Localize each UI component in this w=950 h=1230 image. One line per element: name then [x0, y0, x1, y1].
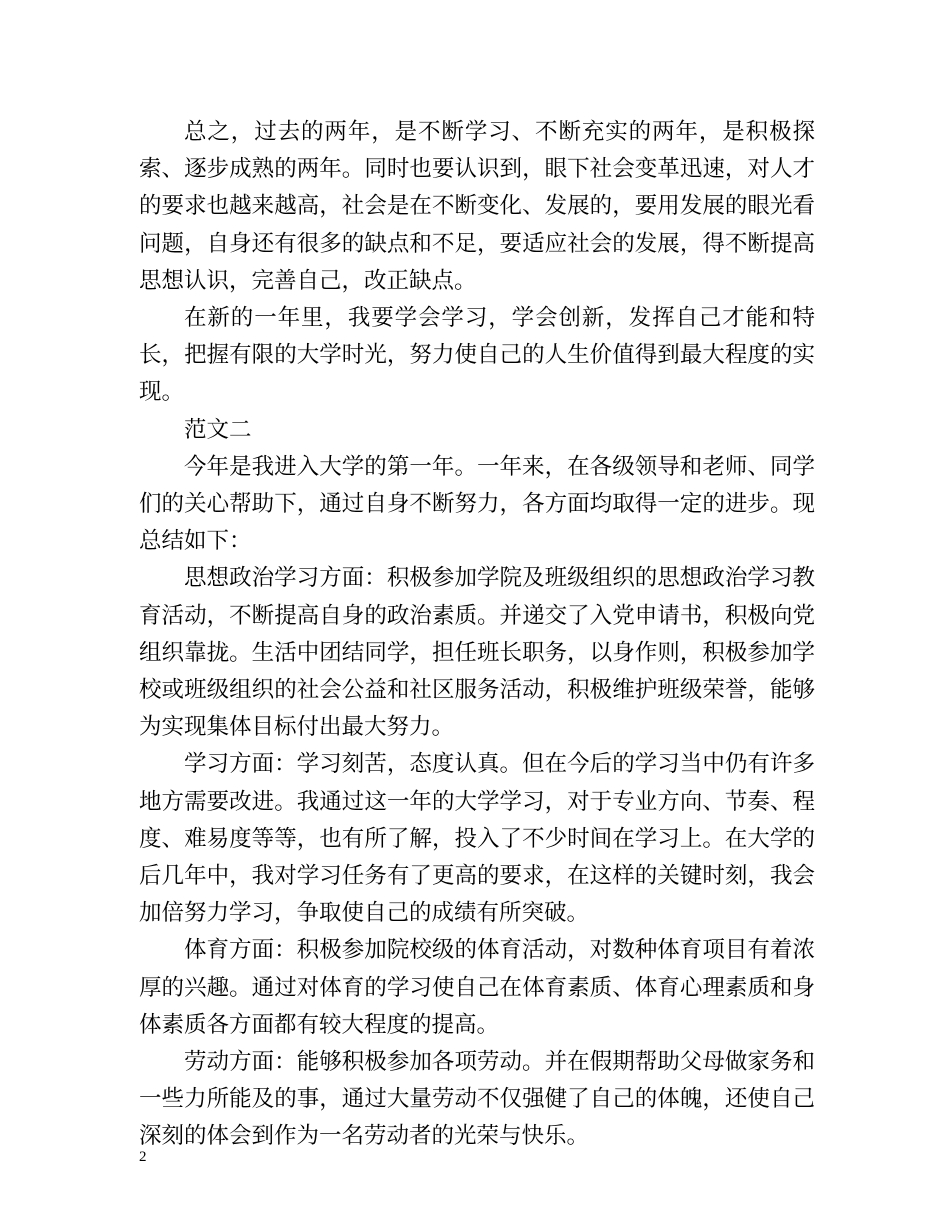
paragraph-study: 学习方面：学习刻苦，态度认真。但在今后的学习当中仍有许多地方需要改进。我通过这一年的大学学习，对于专业方向、节奏、程度、难易度等等，也有所了解，投入了不少时间在学习上。在大学的后几年中，我对学习任务有了更高的要求，在这样的关键时刻，我会加倍努力学习，争取使自己的成绩有所突破。	[139, 751, 815, 927]
paragraph-political-study: 思想政治学习方面：积极参加学院及班级组织的思想政治学习教育活动，不断提高自身的政治素质。并递交了入党申请书，积极向党组织靠拢。生活中团结同学，担任班长职务，以身作则，积极参加学校或班级组织的社会公益和社区服务活动，积极维护班级荣誉，能够为实现集体目标付出最大努力。	[139, 565, 815, 741]
document-body	[139, 114, 815, 1156]
page-number: 2	[139, 1149, 147, 1165]
paragraph-new-year: 在新的一年里，我要学会学习，学会创新，发挥自己才能和特长，把握有限的大学时光，努力使自己的人生价值得到最大程度的实现。	[139, 305, 815, 406]
paragraph-sports: 体育方面：积极参加院校级的体育活动，对数种体育项目有着浓厚的兴趣。通过对体育的学习使自己在体育素质、体育心理素质和身体素质各方面都有较大程度的提高。	[139, 937, 815, 1038]
paragraph-intro: 今年是我进入大学的第一年。一年来，在各级领导和老师、同学们的关心帮助下，通过自身不断努力，各方面均取得一定的进步。现总结如下：	[139, 453, 815, 555]
section-heading-sample-two: 范文二	[184, 416, 252, 443]
paragraph-summary: 总之，过去的两年，是不断学习、不断充实的两年，是积极探索、逐步成熟的两年。同时也要认识到，眼下社会变革迅速，对人才的要求也越来越高，社会是在不断变化、发展的，要用发展的眼光看问题，自身还有很多的缺点和不足，要适应社会的发展，得不断提高思想认识，完善自己，改正缺点。	[139, 119, 815, 294]
paragraph-labor: 劳动方面：能够积极参加各项劳动。并在假期帮助父母做家务和一些力所能及的事，通过大量劳动不仅强健了自己的体魄，还使自己深刻的体会到作为一名劳动者的光荣与快乐。	[139, 1049, 815, 1150]
